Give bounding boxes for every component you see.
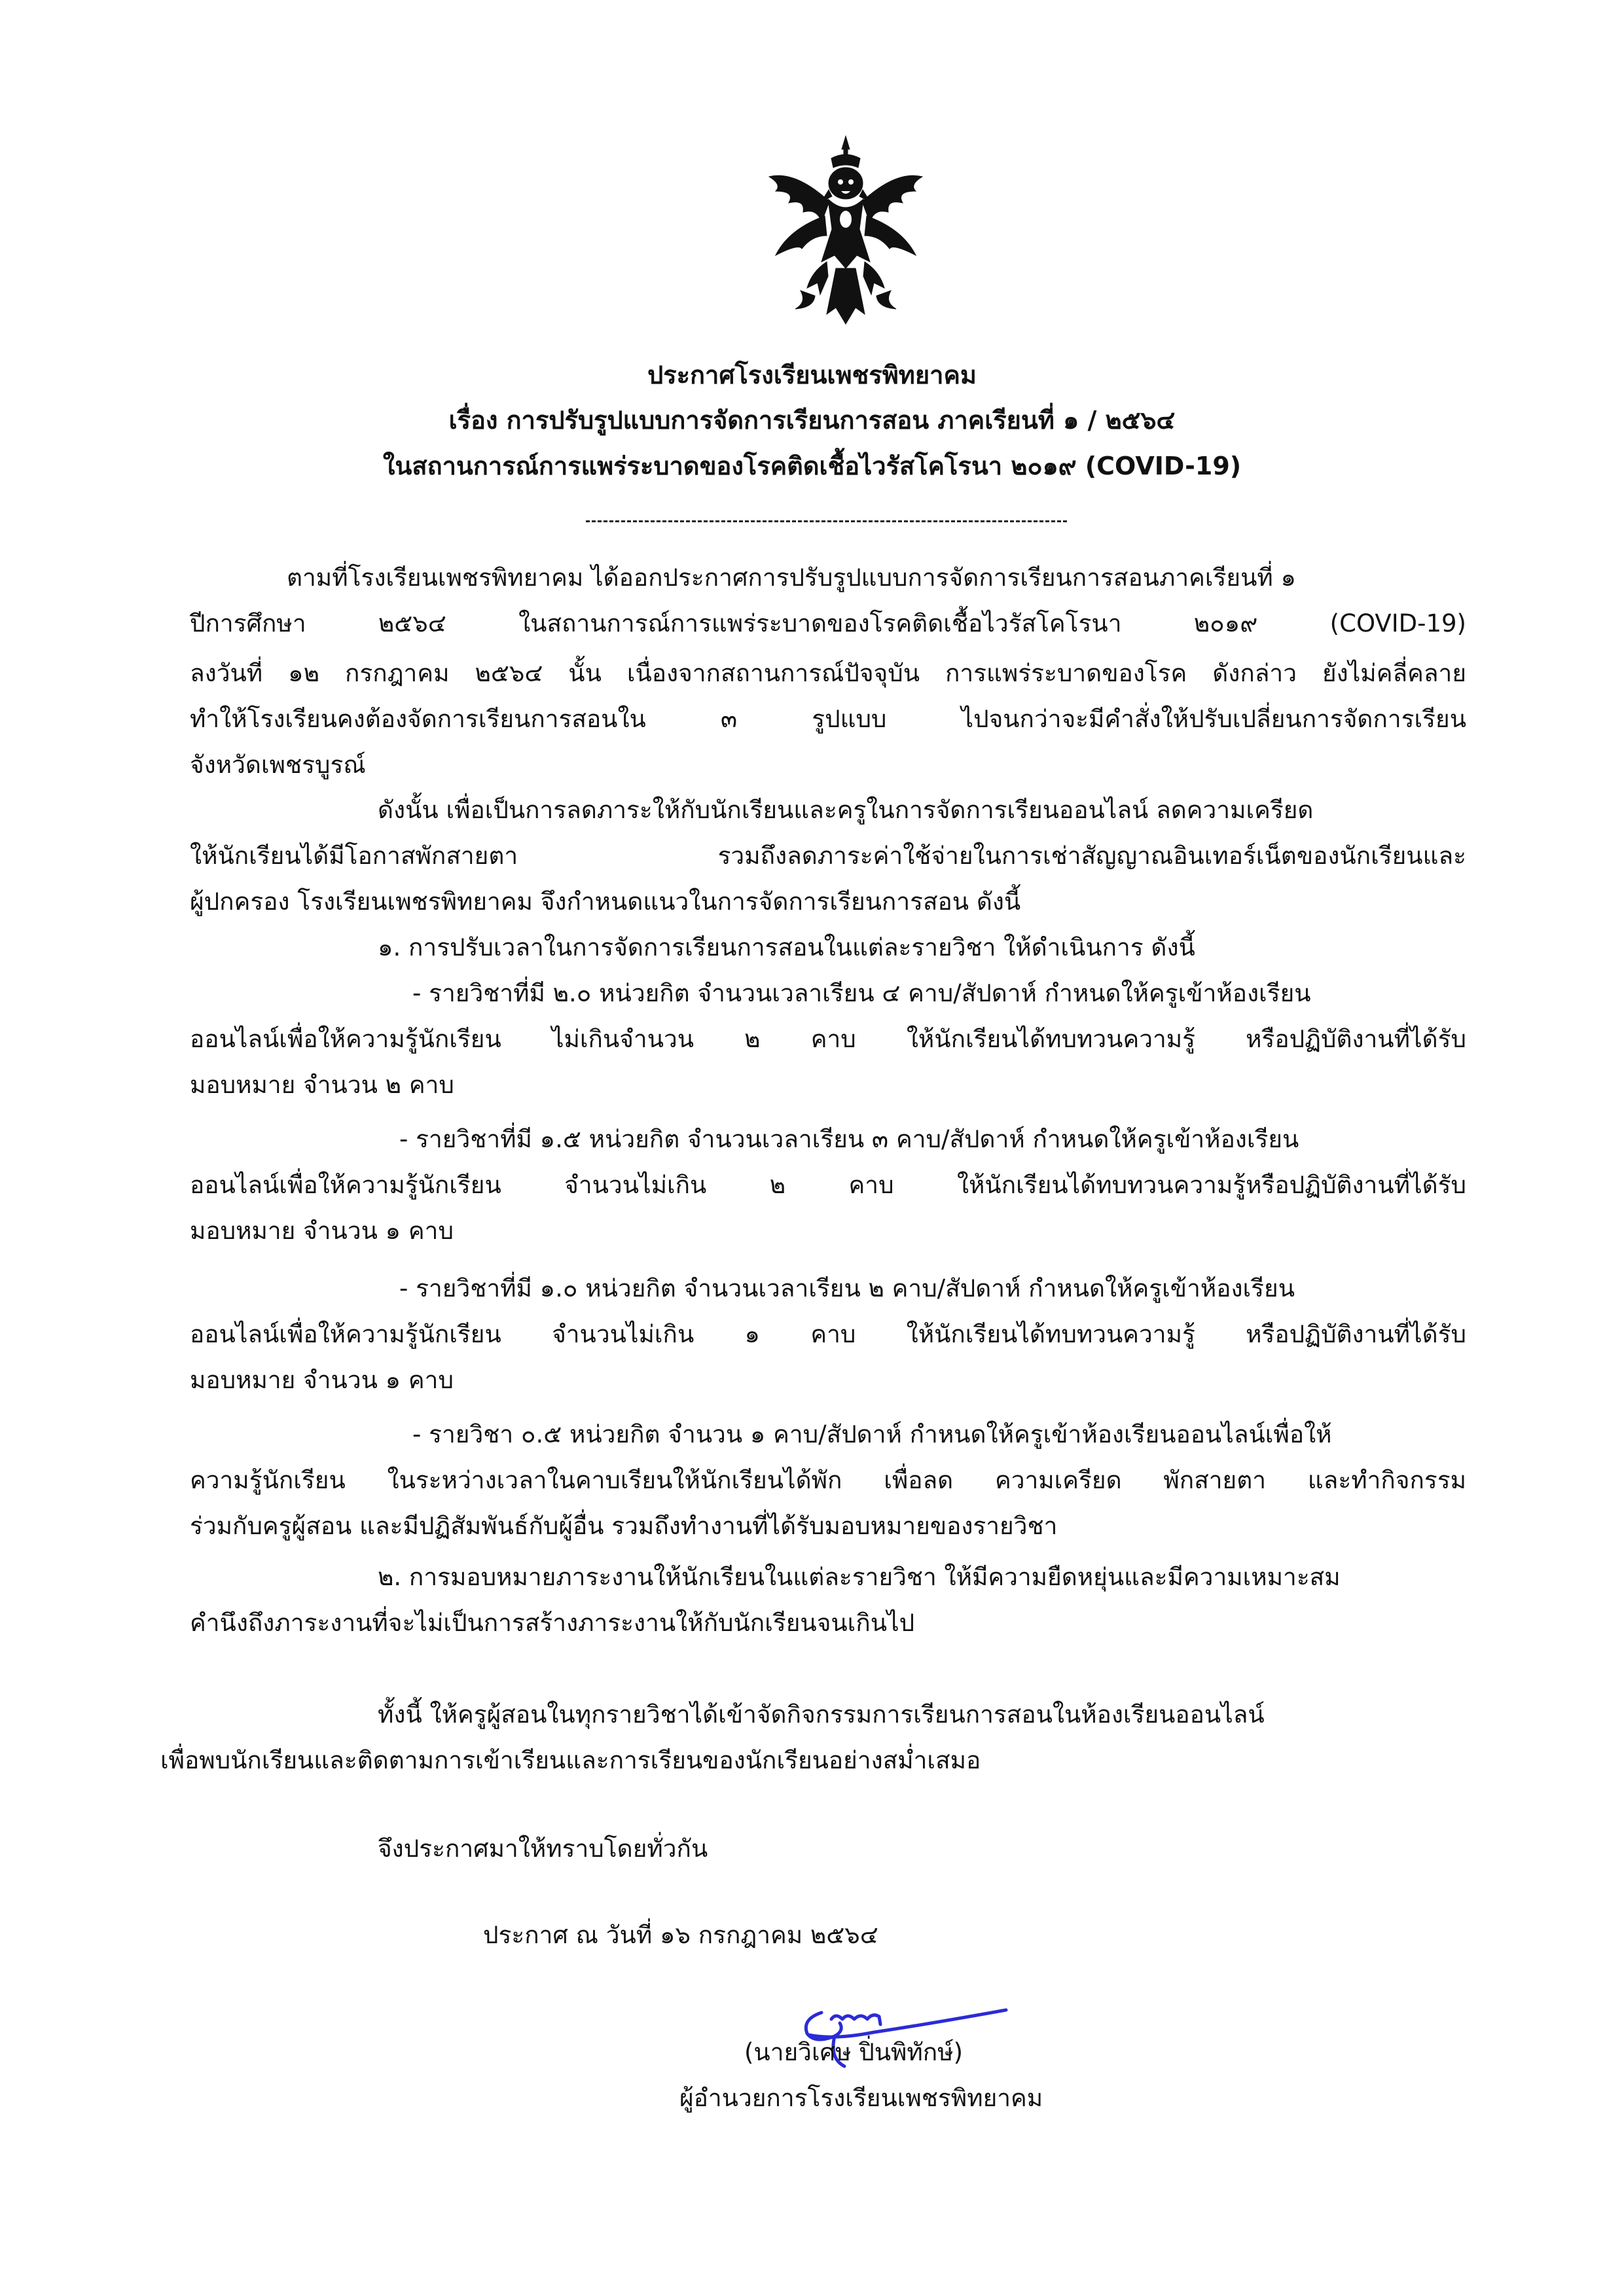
signatory-name: (นายวิเศษ ปิ่นพิทักษ์) — [744, 2038, 964, 2066]
sub-item-b: มอบหมาย จำนวน ๑ คาบ — [190, 1217, 454, 1245]
announcement-context: ในสถานการณ์การแพร่ระบาดของโรคติดเชื้อไวรัสโคโรนา ๒๐๑๙ (COVID-19) — [382, 452, 1242, 480]
sub-item-a: ออนไลน์เพื่อให้ความรู้นักเรียน ไม่เกินจำนวน ๒ คาบ ให้นักเรียนได้ทบทวนความรู้ หรือปฏิบัติงานที่ได้รับ — [190, 1025, 1466, 1053]
list-item-1: ๑. การปรับเวลาในการจัดการเรียนการสอนในแต่ละรายวิชา ให้ดำเนินการ ดังนี้ — [378, 933, 1195, 961]
list-item-2: ๒. การมอบหมายภาระงานให้นักเรียนในแต่ละรายวิชา ให้มีความยืดหยุ่นและมีความเหมาะสม — [378, 1563, 1341, 1591]
sub-item-b: - รายวิชาที่มี ๑.๕ หน่วยกิต จำนวนเวลาเรียน ๓ คาบ/สัปดาห์ กำหนดให้ครูเข้าห้องเรียน — [399, 1125, 1299, 1153]
body-line: ทั้งนี้ ให้ครูผู้สอนในทุกรายวิชาได้เข้าจัดกิจกรรมการเรียนการสอนในห้องเรียนออนไลน์ — [378, 1700, 1265, 1729]
sub-item-d: - รายวิชา ๐.๕ หน่วยกิต จำนวน ๑ คาบ/สัปดาห์ กำหนดให้ครูเข้าห้องเรียนออนไลน์เพื่อให้ — [412, 1420, 1332, 1448]
announcement-date: ประกาศ ณ วันที่ ๑๖ กรกฎาคม ๒๕๖๔ — [483, 1921, 878, 1949]
announcement-subject: เรื่อง การปรับรูปแบบการจัดการเรียนการสอน ภาคเรียนที่ ๑ / ๒๕๖๔ — [448, 406, 1176, 435]
sub-item-d: ความรู้นักเรียน ในระหว่างเวลาในคาบเรียนให้นักเรียนได้พัก เพื่อลด ความเครียด พักสายตา และทำกิจกรรม — [190, 1466, 1466, 1494]
closing-statement: จึงประกาศมาให้ทราบโดยทั่วกัน — [378, 1835, 708, 1863]
garuda-emblem — [749, 131, 943, 327]
body-line: ตามที่โรงเรียนเพชรพิทยาคม ได้ออกประกาศการปรับรูปแบบการจัดการเรียนการสอนภาคเรียนที่ ๑ — [287, 564, 1297, 592]
sub-item-c: ออนไลน์เพื่อให้ความรู้นักเรียน จำนวนไม่เกิน ๑ คาบ ให้นักเรียนได้ทบทวนความรู้ หรือปฏิบัติงานที่ได้รับ — [190, 1320, 1466, 1348]
sub-item-d: ร่วมกับครูผู้สอน และมีปฏิสัมพันธ์กับผู้อื่น รวมถึงทำงานที่ได้รับมอบหมายของรายวิชา — [190, 1512, 1058, 1540]
announcement-issuer: ประกาศโรงเรียนเพชรพิทยาคม — [647, 361, 977, 389]
body-line: ปีการศึกษา ๒๕๖๔ ในสถานการณ์การแพร่ระบาดของโรคติดเชื้อไวรัสโคโรนา ๒๐๑๙ (COVID-19) — [190, 609, 1466, 637]
header-separator — [586, 520, 1067, 522]
body-line: เพื่อพบนักเรียนและติดตามการเข้าเรียนและการเรียนของนักเรียนอย่างสม่ำเสมอ — [160, 1746, 981, 1774]
sub-item-a: - รายวิชาที่มี ๒.๐ หน่วยกิต จำนวนเวลาเรียน ๔ คาบ/สัปดาห์ กำหนดให้ครูเข้าห้องเรียน — [412, 979, 1311, 1007]
sub-item-b: ออนไลน์เพื่อให้ความรู้นักเรียน จำนวนไม่เกิน ๒ คาบ ให้นักเรียนได้ทบทวนความรู้หรือปฏิบัติงานที่ได้รับ — [190, 1171, 1466, 1199]
body-line: ลงวันที่ ๑๒ กรกฎาคม ๒๕๖๔ นั้น เนื่องจากสถานการณ์ปัจจุบัน การแพร่ระบาดของโรค ดังกล่าว ยังไม่คลี่คลาย — [190, 659, 1466, 687]
body-line: จังหวัดเพชรบูรณ์ — [190, 751, 366, 779]
body-line: ทำให้โรงเรียนคงต้องจัดการเรียนการสอนใน ๓ รูปแบบ ไปจนกว่าจะมีคำสั่งให้ปรับเปลี่ยนการจัดการเรียน — [190, 705, 1466, 733]
sub-item-c: มอบหมาย จำนวน ๑ คาบ — [190, 1366, 454, 1394]
body-line: ผู้ปกครอง โรงเรียนเพชรพิทยาคม จึงกำหนดแนวในการจัดการเรียนการสอน ดังนี้ — [190, 888, 1021, 916]
body-line: ดังนั้น เพื่อเป็นการลดภาระให้กับนักเรียนและครูในการจัดการเรียนออนไลน์ ลดความเครียด — [378, 796, 1314, 824]
sub-item-a: มอบหมาย จำนวน ๒ คาบ — [190, 1071, 454, 1099]
list-item-2: คำนึงถึงภาระงานที่จะไม่เป็นการสร้างภาระงานให้กับนักเรียนจนเกินไป — [190, 1609, 915, 1637]
signatory-position: ผู้อำนวยการโรงเรียนเพชรพิทยาคม — [679, 2084, 1043, 2112]
sub-item-c: - รายวิชาที่มี ๑.๐ หน่วยกิต จำนวนเวลาเรียน ๒ คาบ/สัปดาห์ กำหนดให้ครูเข้าห้องเรียน — [399, 1274, 1295, 1302]
body-line: ให้นักเรียนได้มีโอกาสพักสายตา รวมถึงลดภาระค่าใช้จ่ายในการเช่าสัญญาณอินเทอร์เน็ตของนักเรียนและ — [190, 842, 1466, 870]
